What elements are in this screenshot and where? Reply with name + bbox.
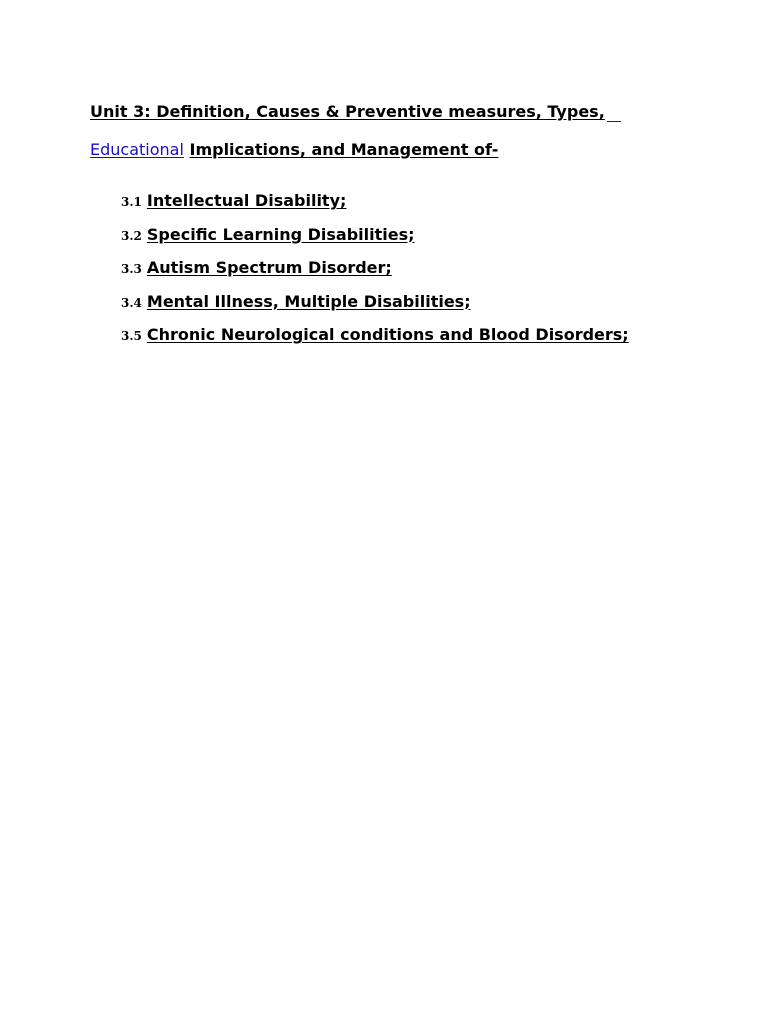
- topic-list: [121, 191, 629, 359]
- item-number: 3.2: [121, 228, 142, 243]
- list-item: [121, 292, 629, 326]
- item-text: Autism Spectrum Disorder;: [146, 258, 392, 277]
- heading-link-underline[interactable]: [607, 102, 621, 122]
- item-number: 3.4: [121, 295, 142, 310]
- item-text: Chronic Neurological conditions and Blood Disorders;: [146, 325, 629, 344]
- item-text: Intellectual Disability;: [146, 191, 347, 210]
- list-item: [121, 325, 629, 359]
- educational-link[interactable]: Educational: [90, 140, 184, 159]
- unit-heading-text: Unit 3: Definition, Causes & Preventive measures, Types,: [90, 102, 605, 121]
- list-item: [121, 191, 629, 225]
- item-number: 3.1: [121, 195, 142, 209]
- list-item: [121, 258, 629, 292]
- item-number: 3.3: [121, 262, 142, 276]
- list-item: [121, 225, 629, 259]
- unit-heading-continuation: Implications, and Management of-: [189, 140, 499, 159]
- unit-heading-line-2: [90, 140, 498, 160]
- item-text: Specific Learning Disabilities;: [146, 224, 415, 244]
- unit-heading-line-1: [90, 102, 621, 122]
- item-number: 3.5: [121, 329, 142, 343]
- item-text: Mental Illness, Multiple Disabilities;: [146, 291, 471, 311]
